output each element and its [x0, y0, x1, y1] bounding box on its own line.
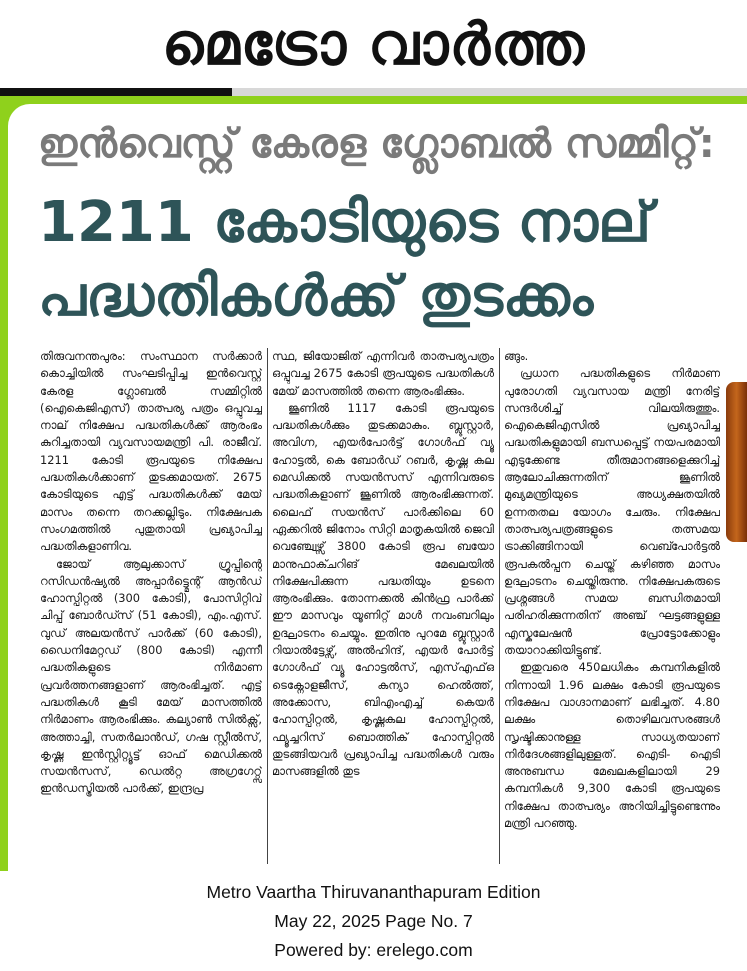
paragraph: ഇതുവരെ 450ലധികം കമ്പനികളിൽ നിന്നായി 1.96 ലക്ഷം കോടി രൂപയുടെ നിക്ഷേപ വാഗ്ദാനമാണ് ലഭിച്ചത്. 4.80 ലക്ഷം തൊഴിലവസരങ്ങൾ സൃഷ്ടിക്കാനുള്ള സാധ്യതയാണ് നിർദേശങ്ങളിലുള്ളത്. ഐടി- ഐടി അനുബന്ധ മേഖലകളിലായി 29 കമ്പനികൾ 9,300 കോടി രൂപയുടെ നിക്ഷേപ താത്പര്യം അറിയിച്ചിട്ടുണ്ടെന്നും മന്ത്രി പറഞ്ഞു.: [504, 660, 720, 831]
masthead-rule-light: [232, 88, 747, 96]
headline-line-1: 1211 കോടിയുടെ നാല്: [38, 190, 651, 255]
paragraph: ജൂണിൽ 1117 കോടി രൂപയുടെ പദ്ധതികൾക്കും തുടക്കമാകും. ബ്ലൂസ്റ്റാർ, അവിഗ്ന, എയർപോർട്ട് ഗോൾഫ് വ്യൂ ഹോട്ടൽ, കെ ബോർഡ് റബർ, കൃഷ്ണ കല മെഡിക്കൽ സയൻസസ് എന്നിവരുടെ പദ്ധതികളാണ് ജൂണിൽ ആരംഭിക്കുന്നത്. ലൈഫ് സയൻസ് പാർക്കിലെ 60 ഏക്കറിൽ ജിനോം സിറ്റി മാതൃകയിൽ ജെവി വെഞ്ച്വേഴ്സ് 3800 കോടി രൂപ ബയോ മാനുഫാക്ചറിങ് മേഖലയിൽ നിക്ഷേപിക്കുന്ന പദ്ധതിയും ഉടനെ ആരംഭിക്കും. തോന്നക്കൽ കിൻഫ്ര പാർക്ക് ഈ മാസവും യൂണിറ്റ് മാൾ നവംബറിലും ഉദ്ഘാടനം ചെയ്യും. ഇതിനു പുറമേ ബ്ലൂസ്റ്റാർ റിയാൽട്ടേഴ്സ്, അൽഹിന്ദ്, എയർ പോർട്ട് ഗോൾഫ് വ്യൂ ഹോട്ടൽസ്, എസ്എഫ്ഒ ടെക്നോളജീസ്, കന്യാ ഹെൽത്ത്, അക്കോസ, ബിഎംഎച്ച് കെയർ ഹോസ്പിറ്റൽ, കൃഷ്ണകല ഹോസ്പിറ്റൽ, ഫ്യൂച്ചറിസ് ബൊത്തിക് ഹോസ്പിറ്റൽ തുടങ്ങിയവർ പ്രഖ്യാപിച്ച പദ്ധതികൾ വരും മാസങ്ങളിൽ തുട: [272, 400, 494, 779]
paragraph: തിരുവനന്തപുരം: സംസ്ഥാന സർക്കാർ കൊച്ചിയിൽ സംഘടിപ്പിച്ച ഇൻവെസ്റ്റ് കേരള ഗ്ലോബൽ സമ്മിറ്റിൽ (ഐകെജിഎസ്) താത്പര്യ പത്രം ഒപ്പുവച്ച നാല് നിക്ഷേപ പദ്ധതികൾക്ക് ആരംഭം കുറിച്ചതായി വ്യവസായമന്ത്രി പി. രാജീവ്. 1211 കോടി രൂപയുടെ നിക്ഷേപ പദ്ധതികൾക്കാണ് തുടക്കമായത്. 2675 കോടിയുടെ എട്ട് പദ്ധതികൾക്ക് മേയ് മാസം തന്നെ തറക്കല്ലിടും. നിക്ഷേപക സംഗമത്തിൽ പുതുതായി പ്രഖ്യാപിച്ച പദ്ധതികളാണിവ.: [40, 349, 262, 554]
newspaper-logo: മെട്രോ വാർത്ത: [161, 10, 586, 78]
body-column-3: [504, 348, 720, 864]
article-kicker: ഇൻവെസ്റ്റ് കേരള ഗ്ലോബൽ സമ്മിറ്റ്:: [38, 121, 715, 167]
paragraph: ങ്ങും.: [504, 349, 529, 363]
article-headline: [38, 186, 728, 334]
masthead: [0, 0, 747, 88]
article-body: [40, 348, 718, 864]
powered-by-line: Powered by: erelego.com: [274, 940, 473, 960]
column-divider: [499, 348, 500, 864]
decorative-image-edge: [726, 382, 747, 542]
date-page-line: May 22, 2025 Page No. 7: [274, 911, 473, 931]
paragraph: സ്ഥ, ജിയോജിത് എന്നിവർ താത്പര്യപത്രം ഒപ്പുവച്ച 2675 കോടി രൂപയുടെ പദ്ധതികൾ മേയ് മാസത്തിൽ തന്നെ ആരംഭിക്കും.: [272, 349, 494, 398]
paragraph: പ്രധാന പദ്ധതികളുടെ നിർമാണ പുരോഗതി വ്യവസായ മന്ത്രി നേരിട്ട് സന്ദർശിച്ച് വിലയിരുത്തും. ഐകെജിഎസിൽ പ്രഖ്യാപിച്ച പദ്ധതികളുമായി ബന്ധപ്പെട്ട് നയപരമായി എടുക്കേണ്ട തീരുമാനങ്ങളെക്കുറിച്ച് ആലോചിക്കുന്നതിന് ജൂണിൽ മുഖ്യമന്ത്രിയുടെ അധ്യക്ഷതയിൽ ഉന്നതതല യോഗം ചേരും. നിക്ഷേപ താത്പര്യപത്രങ്ങളുടെ തത്സമയ ട്രാക്കിങ്ങിനായി വെബ്പോർട്ടൽ രൂപകൽപ്പന ചെയ്ത് കഴിഞ്ഞ മാസം ഉദ്ഘാടനം ചെയ്തിരുന്നു. നിക്ഷേപകരുടെ പ്രശ്നങ്ങൾ സമയ ബന്ധിതമായി പരിഹരിക്കുന്നതിന് അഞ്ച് ഘട്ടങ്ങളുള്ള എസ്കലേഷൻ പ്രോട്ടോക്കോളും തയാറാക്കിയിട്ടുണ്ട്.: [504, 366, 720, 658]
page-footer: [0, 878, 747, 965]
masthead-rule-dark: [0, 88, 232, 96]
paragraph: ജോയ് ആലുക്കാസ് ഗ്രൂപ്പിന്റെ റസിഡൻഷ്യൽ അപ്പാർട്ട്മെന്റ് ആൻഡ് ഹോസ്പിറ്റൽ (300 കോടി), പോസിറ്റിവ് ചിപ്പ് ബോർഡ്സ് (51 കോടി), എം.എസ്. വുഡ് അലയൻസ് പാർക്ക് (60 കോടി), ഡൈനിമേറ്റഡ് (800 കോടി) എന്നീ പദ്ധതികളുടെ നിർമാണ പ്രവർത്തനങ്ങളാണ് ആരംഭിച്ചത്. എട്ട് പദ്ധതികൾ കൂടി മേയ് മാസത്തിൽ നിർമാണം ആരംഭിക്കും. കല്യാൺ സിൽക്സ്, അത്താച്ചി, സതർലാൻഡ്, ഗഷ സ്റ്റീൽസ്, കൃഷ്ണ ഇൻസ്റ്റിറ്റ്യൂട്ട് ഓഫ് മെഡിക്കൽ സയൻസസ്, ഡെൽറ്റ അഗ്രഗേറ്റ്സ് ഇൻഡസ്ട്രിയൽ പാർക്ക്, ഇന്ദ്രപ്ര: [40, 556, 262, 796]
body-column-2: [272, 348, 494, 864]
edition-line: Metro Vaartha Thiruvananthapuram Edition: [206, 882, 541, 902]
headline-line-2: പദ്ധതികൾക്ക് തുടക്കം: [38, 264, 594, 329]
column-divider: [267, 348, 268, 864]
body-column-1: [40, 348, 262, 864]
